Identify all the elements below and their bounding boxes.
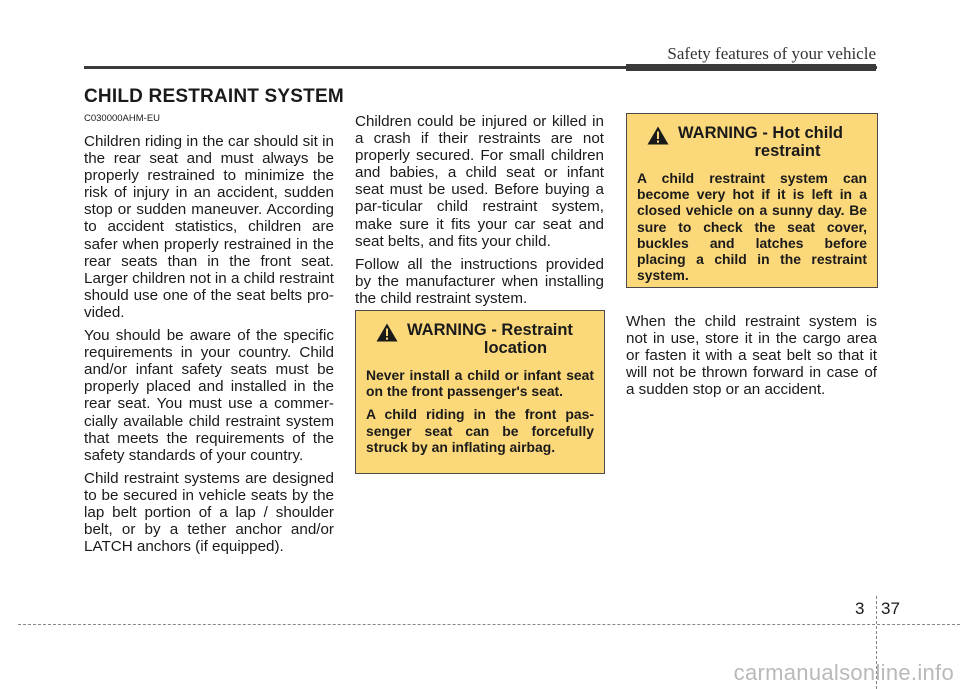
paragraph: When the child restraint system is not in use, store it in the cargo area or fasten it with a seat belt so that it will not be thrown forward in case of a sudden stop or an accident. xyxy=(626,313,877,399)
warning-text: Never install a child or infant seat on the front passenger's seat. xyxy=(366,367,594,400)
paragraph: Child restraint systems are designed to be secured in vehicle seats by the lap belt portion of a lap / shoulder belt, or by a tether anchor and/or LATCH anchors (if equipped). xyxy=(84,469,334,556)
warning-title-line2: location xyxy=(483,339,548,357)
page-header-title: Safety features of your vehicle xyxy=(667,44,876,63)
column-1 xyxy=(84,113,334,561)
column-3 xyxy=(626,313,877,404)
column-2 xyxy=(355,113,604,313)
warning-heading xyxy=(366,321,594,357)
chapter-number: 3 xyxy=(855,599,865,618)
warning-text: A child riding in the front pas-senger seat can be forcefully struck by an inflating airbag. xyxy=(366,406,594,455)
paragraph: Follow all the instructions provided by the manufacturer when installing the child restraint system. xyxy=(355,255,604,307)
warning-body xyxy=(637,170,867,283)
paragraph: You should be aware of the specific requirements in your country. Child and/or infant safety seats must be properly placed and installed in the rear seat. You must use a commer-cially available child restraint system that meets the requirements of the safety standards of your country. xyxy=(84,327,334,464)
watermark: carmanualsonline.info xyxy=(733,660,954,685)
page-number: 37 xyxy=(881,599,900,618)
warning-box-hot-restraint xyxy=(626,113,878,288)
warning-triangle-icon xyxy=(647,126,669,145)
warning-title-line1: WARNING - Hot child xyxy=(678,124,843,142)
section-code: C030000AHM-EU xyxy=(84,113,161,124)
warning-text: A child restraint system can become very hot if it is left in a closed vehicle on a sunny day. Be sure to check the seat cover, buckles and latches before placing a child in the restraint system. xyxy=(637,170,867,284)
warning-title-line2: restraint xyxy=(754,142,821,160)
warning-triangle-icon xyxy=(376,323,398,342)
warning-body xyxy=(366,367,594,455)
footer-rule xyxy=(18,624,960,625)
paragraph: Children riding in the car should sit in the rear seat and must always be properly restrained to minimize the risk of injury in an accident, sudden stop or sudden maneuver. According to accident statistics, children are safer when properly restrained in the rear seats than in the front seat. Larger children not in a child restraint should use one of the seat belts pro-vided. xyxy=(84,133,334,321)
paragraph: Children could be injured or killed in a crash if their restraints are not properly secured. For small children and babies, a child seat or infant seat must be used. Before buying a par-ticular child restraint system, make sure it fits your car seat and seat belts, and fits your child. xyxy=(355,113,604,250)
warning-title-line1: WARNING - Restraint xyxy=(407,321,573,339)
warning-heading xyxy=(637,124,867,160)
warning-box-restraint-location xyxy=(355,310,605,474)
header-rule-accent xyxy=(626,64,876,71)
section-title: CHILD RESTRAINT SYSTEM xyxy=(84,86,344,107)
